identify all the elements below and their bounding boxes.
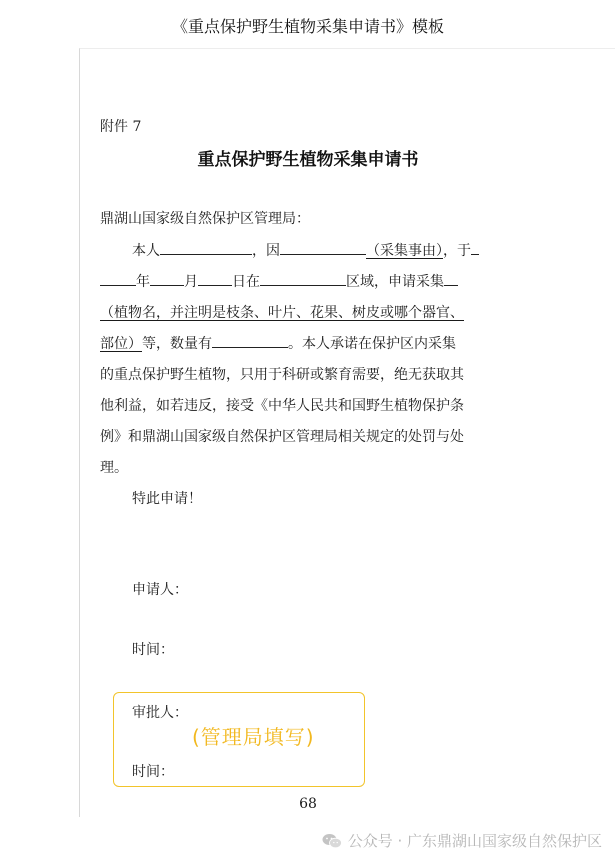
text-segment: 本人 — [132, 243, 160, 259]
region-blank[interactable] — [260, 273, 346, 286]
page-number: 68 — [299, 796, 317, 812]
body-line-4 — [100, 333, 520, 353]
watermark — [322, 830, 602, 851]
watermark-text: 公众号 · 广东鼎湖山国家级自然保护区 — [347, 832, 602, 850]
document-title: 重点保护野生植物采集申请书 — [197, 150, 419, 170]
text-segment: 月 — [184, 274, 198, 290]
body-line-7: 例》和鼎湖山国家级自然保护区管理局相关规定的处罚与处 — [100, 429, 464, 445]
plant-blank[interactable] — [444, 273, 458, 286]
text-segment: 日在 — [232, 274, 260, 290]
text-segment: 。本人承诺在保护区内采集 — [288, 336, 456, 352]
approval-box — [113, 692, 365, 787]
name-blank[interactable] — [160, 242, 252, 255]
body-line-6: 他利益，如若违反，接受《中华人民共和国野生植物保护条 — [100, 398, 464, 414]
text-segment: 年 — [136, 274, 150, 290]
part-hint: 部位） — [100, 336, 142, 352]
month-blank[interactable] — [150, 273, 184, 286]
text-segment: ，于 — [443, 243, 471, 259]
approval-note: (管理局填写) — [192, 725, 315, 749]
page-title: 《重点保护野生植物采集申请书》模板 — [171, 17, 444, 36]
quantity-blank[interactable] — [212, 335, 288, 348]
reason-hint: （采集事由） — [366, 243, 443, 259]
body-line-1 — [132, 240, 552, 260]
trailing-blank[interactable] — [471, 242, 479, 255]
addressee: 鼎湖山国家级自然保护区管理局： — [100, 211, 310, 227]
reason-blank[interactable] — [280, 242, 366, 255]
closing-text: 特此申请！ — [132, 491, 202, 507]
attachment-label: 附件 7 — [100, 119, 142, 135]
approver-label: 审批人： — [132, 705, 188, 721]
year-blank[interactable] — [100, 273, 136, 286]
text-segment: 等，数量有 — [142, 336, 212, 352]
time-label: 时间： — [132, 642, 174, 658]
applicant-label: 申请人： — [132, 582, 188, 598]
day-blank[interactable] — [198, 273, 232, 286]
approval-time-label: 时间： — [132, 764, 174, 780]
body-line-5: 的重点保护野生植物，只用于科研或繁育需要，绝无获取其 — [100, 367, 464, 383]
text-segment: 区域，申请采集 — [346, 274, 444, 290]
wechat-icon — [322, 833, 342, 849]
body-line-8: 理。 — [100, 460, 128, 476]
text-segment: ，因 — [252, 243, 280, 259]
body-line-2 — [100, 271, 520, 291]
body-line-3: （植物名，并注明是枝条、叶片、花果、树皮或哪个器官、 — [100, 305, 464, 321]
